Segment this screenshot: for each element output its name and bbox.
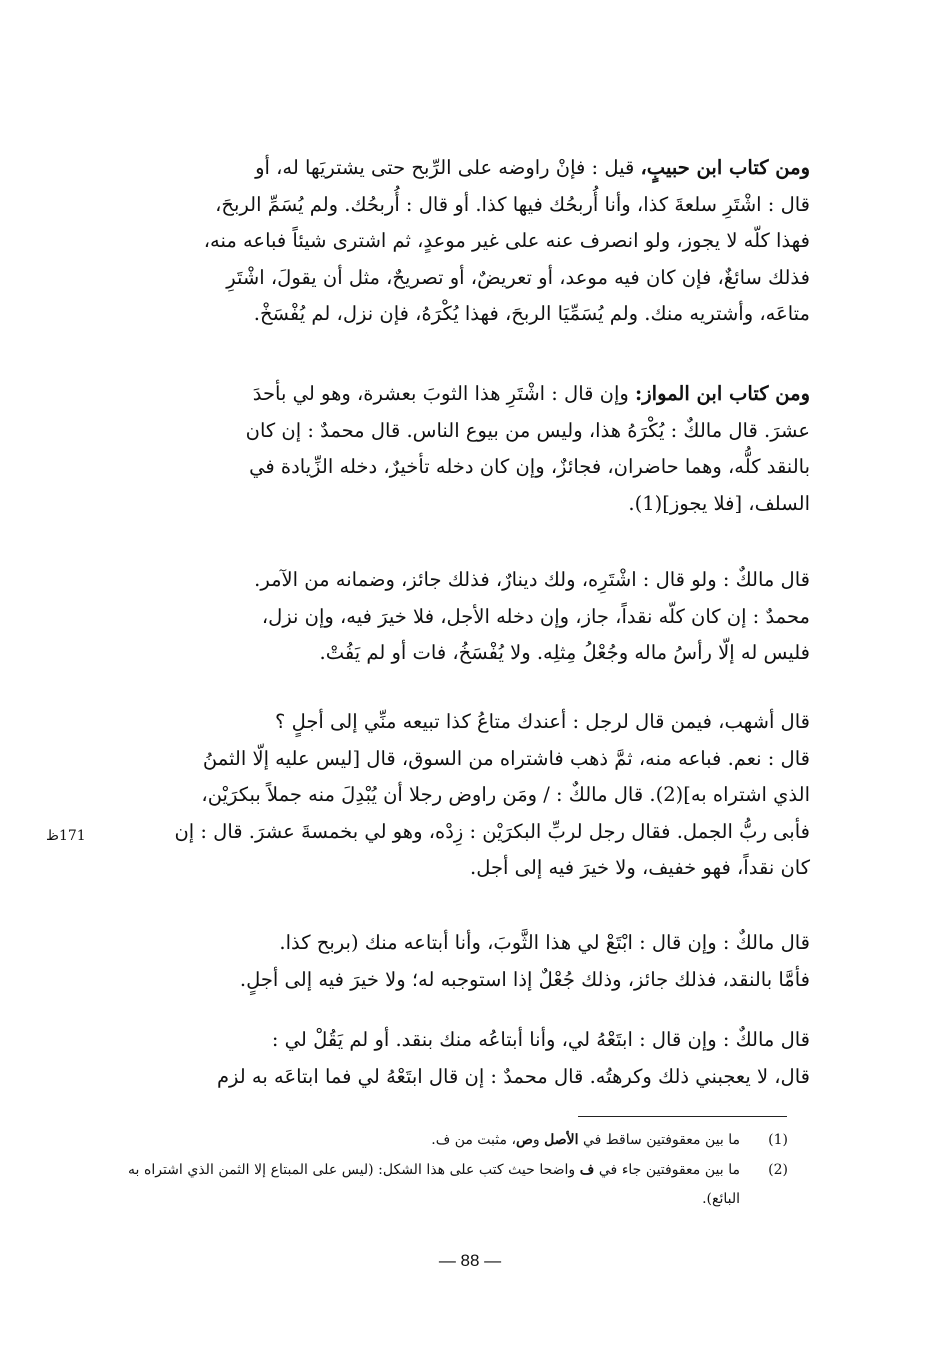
footnote-text-run: ما بين معقوفتين جاء في [594, 1162, 740, 1178]
text-line: فهذا كلّه لا يجوز، ولو انصرف عنه على غير موعدٍ، ثم اشترى شيئاً فباعه منه، [203, 229, 810, 253]
text-line [128, 150, 810, 187]
text-line: السلف، [فلا يجوز](1). [628, 491, 810, 515]
footnote-source-name: الأصل [544, 1132, 579, 1148]
page-number: — 88 — [438, 1251, 502, 1270]
text-line: متاعَه، وأشتريه منك. ولم يُسَمِّيَا الربحَ، فهذا يُكْرَهُ، فإن نزل، لم يُفْسَخْ. [253, 302, 810, 326]
source-heading: ومن كتاب ابن حبيبٍ، [640, 156, 810, 179]
source-heading: ومن كتاب ابن المواز: [635, 382, 810, 405]
marginal-folio-note: 171ظ [46, 828, 86, 844]
paragraph [128, 562, 810, 672]
footnote-text-run: ما بين معقوفتين ساقط في [578, 1132, 740, 1148]
paragraph [128, 1022, 810, 1095]
footnote-number: (1) [768, 1132, 788, 1148]
footnote [128, 1126, 788, 1155]
footnote-divider [578, 1116, 787, 1117]
footnote-text [128, 1156, 740, 1214]
text-line [128, 376, 810, 413]
text-line: بالنقد كلُّه، وهما حاضران، فجائزٌ، وإن كان دخله تأخيرٌ، دخله الزِّيادة في [249, 455, 810, 479]
footnote-text-run: ، مثبت من ف. [431, 1132, 516, 1148]
footnote-number: (2) [768, 1162, 788, 1178]
text-line: كان نقداً، فهو خفيف، ولا خيرَ فيه إلى أجل. [470, 856, 810, 880]
text-run: قيل : فإنْ راوضه على الرِّبح حتى يشتريَها له، أو [255, 156, 641, 179]
text-line: فأمَّا بالنقد، فذلك جائز، وذلك جُعْلٌ إذا استوجبه له؛ ولا خيرَ فيه إلى أجلٍ. [239, 967, 810, 991]
text-line: فذلك سائغٌ، فإن كان فيه موعد، أو تعريضٌ، أو تصريحٌ، مثل أن يقولَ، اشْتَرِ [226, 265, 810, 289]
text-line: قال : اشْتَرِ سلعةَ كذا، وأنا أُربحُك فيها كذا. أو قال : أُربحُك. ولم يُسَمِّ الربحَ، [215, 192, 810, 216]
footnote [128, 1156, 788, 1214]
footnote-source-name: ص [515, 1132, 533, 1148]
text-line: فأبى ربُّ الجمل. فقال رجل لربِّ البكرَيْن : زِدْه، وهو لي بخمسةَ عشرَ. قال : إن [174, 819, 810, 843]
paragraph [128, 376, 810, 522]
text-line: قال مالكٌ : وإن قال : ابْتَعْ لي هذا الثَّوبَ، وأنا أبتاعه منك (بربح كذا. [279, 931, 810, 954]
text-line: فليس له إلّا رأسُ ماله وجُعْلُ مِثلِه. ولا يُفْسَخُ، فات أو لم يَفُتْ. [319, 641, 810, 665]
footnote-source-name: ف [579, 1162, 595, 1178]
paragraph [128, 704, 810, 887]
text-line: قال أشهب، فيمن قال لرجل : أعندك متاعُ كذا تبيعه منِّي إلى أجلٍ ؟ [275, 710, 810, 733]
footnote-text-run: واضحا حيث كتب على هذا الشكل: (ليس على المبتاع إلا الثمن الذي اشتراه به البائع). [128, 1162, 740, 1207]
paragraph [128, 150, 810, 333]
paragraph [128, 925, 810, 998]
footnote-text-run: و [532, 1132, 545, 1148]
text-line: قال مالكٌ : ولو قال : اشْتَرِه، ولك دينارٌ، فذلك جائز، وضمانه من الآمر. [254, 568, 810, 591]
footnote-text [128, 1126, 740, 1155]
text-line: قال مالكٌ : وإن قال : ابتَعْهُ لي، وأنا أبتاعُه منك بنقد. أو لم يَقُلْ لي : [271, 1028, 810, 1051]
text-run: وإن قال : اشْتَرِ هذا الثوبَ بعشرة، وهو لي بأحدَ [252, 382, 636, 405]
text-line: الذي اشتراه به](2). قال مالكٌ : / ومَن راوض رجلا أن يُبْدِلَ منه جملاً ببكرَيْن، [201, 783, 810, 807]
text-line: عشرَ. قال مالكٌ : يُكْرَهُ هذا، وليس من بيوع الناس. قال محمدٌ : إن كان [245, 418, 810, 442]
text-line: محمدٌ : إن كان كلّه نقداً، جاز، وإن دخله الأجل، فلا خيرَ فيه، وإن نزل، [261, 604, 810, 628]
text-line: قال : نعم. فباعه منه، ثمَّ ذهب فاشتراه من السوق، قال [ليس عليه إلّا الثمنُ [202, 746, 810, 770]
text-line: قال، لا يعجبني ذلك وكرهتُه. قال محمدٌ : إن قال ابتَعْهُ لي فما ابتاعَه به لزم [216, 1064, 810, 1088]
